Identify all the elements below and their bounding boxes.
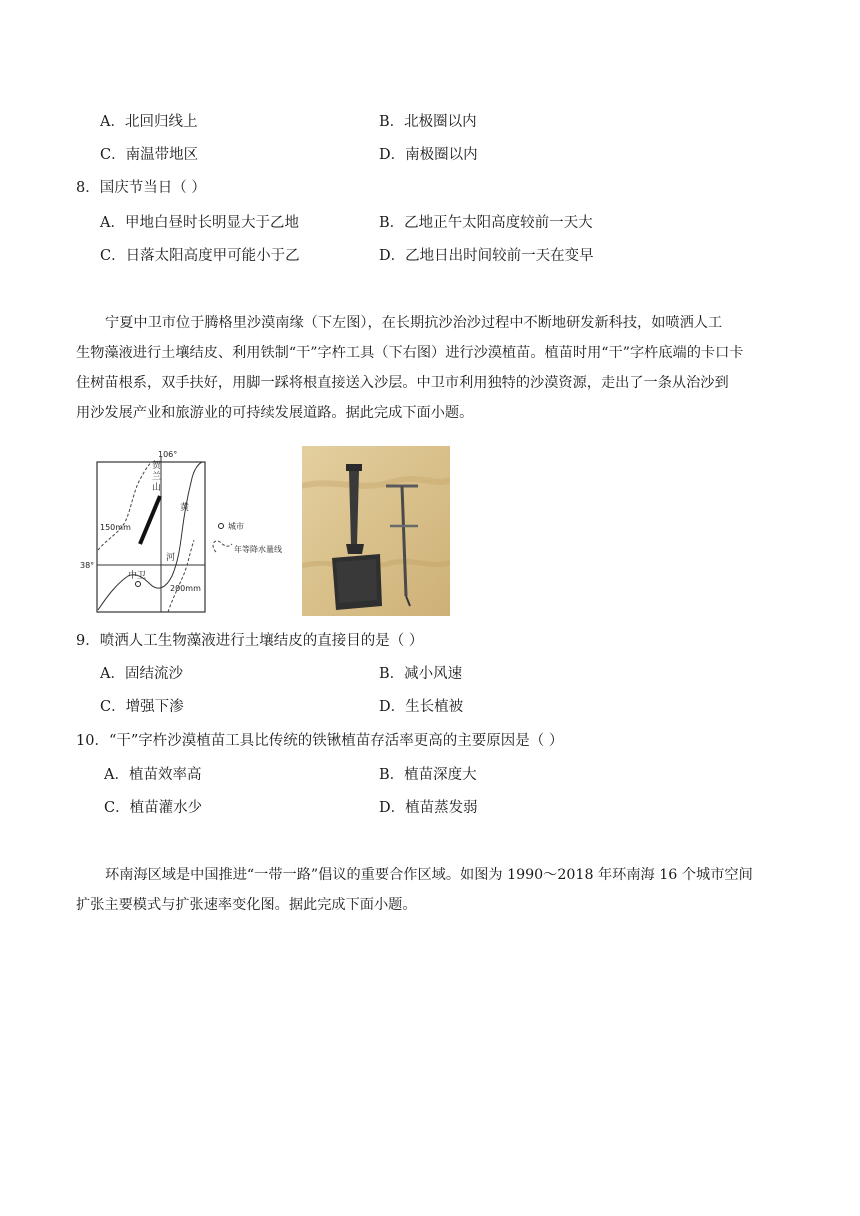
- q8-option-a: A．甲地白昼时长明显大于乙地: [100, 215, 299, 231]
- q9-option-a: A．固结流沙: [100, 666, 183, 682]
- legend-isohyet-label: 年等降水量线: [234, 545, 282, 554]
- q9-option-c: C．增强下渗: [100, 699, 184, 715]
- map-yellow-char-2: 河: [166, 553, 176, 563]
- q7-option-a: A．北回归线上: [100, 114, 198, 130]
- passage-line: 环南海区域是中国推进“一带一路”倡议的重要合作区域。如图为 1990～2018 年环南海 16 个城市空间: [105, 867, 753, 883]
- q8-option-b: B．乙地正午太阳高度较前一天大: [379, 215, 593, 231]
- zhongwei-location-map: [80, 448, 292, 618]
- q9-option-b: B．减小风速: [379, 666, 463, 682]
- passage-line: 生物藻液进行土壤结皮、利用铁制“干”字杵工具（下右图）进行沙漠植苗。植苗时用“干”字杵底端的卡口卡: [76, 345, 744, 361]
- q10-option-c: C．植苗灌水少: [104, 800, 203, 816]
- q9-stem: 9．喷洒人工生物藻液进行土壤结皮的直接目的是（ ）: [76, 633, 424, 649]
- q9-option-d: D．生长植被: [379, 699, 464, 715]
- planting-tools-photo: [302, 446, 450, 616]
- map-helan-char-1: 贺: [152, 461, 162, 471]
- q10-stem: 10．“干”字杵沙漠植苗工具比传统的铁锹植苗存活率更高的主要原因是（ ）: [76, 733, 564, 749]
- map-zhongwei-label: 中卫: [128, 571, 147, 581]
- map-helan-char-2: 兰: [152, 472, 162, 482]
- zhongwei-city-marker: [136, 582, 141, 587]
- map-longitude-label: 106°: [158, 450, 178, 459]
- q8-option-d: D．乙地日出时间较前一天在变早: [379, 248, 594, 264]
- passage-ningxia: [76, 308, 782, 428]
- map-helan-char-3: 山: [152, 483, 162, 493]
- q10-option-d: D．植苗蒸发弱: [379, 800, 478, 816]
- map-isohyet-200-label: 200mm: [170, 584, 201, 593]
- q7-option-b: B．北极圈以内: [379, 114, 477, 130]
- passage-line: 宁夏中卫市位于腾格里沙漠南缘（下左图），在长期抗沙治沙过程中不断地研发新科技，如喷洒人工: [105, 315, 723, 331]
- passage-line: 用沙发展产业和旅游业的可持续发展道路。据此完成下面小题。: [76, 405, 474, 421]
- passage-line: 扩张主要模式与扩张速率变化图。据此完成下面小题。: [76, 897, 417, 913]
- q7-option-c: C．南温带地区: [100, 147, 199, 163]
- q7-option-d: D．南极圈以内: [379, 147, 478, 163]
- passage-line: 住树苗根系，双手扶好，用脚一踩将根直接送入沙层。中卫市利用独特的沙漠资源，走出了一条从治沙到: [76, 375, 729, 391]
- helan-mountain-ridge: [140, 496, 160, 544]
- map-isohyet-150-label: 150mm: [100, 523, 131, 532]
- map-latitude-label: 38°: [80, 561, 95, 570]
- q8-option-c: C．日落太阳高度甲可能小于乙: [100, 248, 300, 264]
- legend-city-marker: [219, 524, 224, 529]
- q10-option-a: A．植苗效率高: [104, 767, 202, 783]
- q10-option-b: B．植苗深度大: [379, 767, 477, 783]
- passage-south-china-sea: [76, 860, 782, 920]
- legend-isohyet-line: [213, 541, 232, 552]
- q8-stem: 8．国庆节当日（ ）: [76, 180, 206, 196]
- legend-city-label: 城市: [228, 522, 244, 531]
- map-yellow-char-1: 黄: [180, 503, 190, 513]
